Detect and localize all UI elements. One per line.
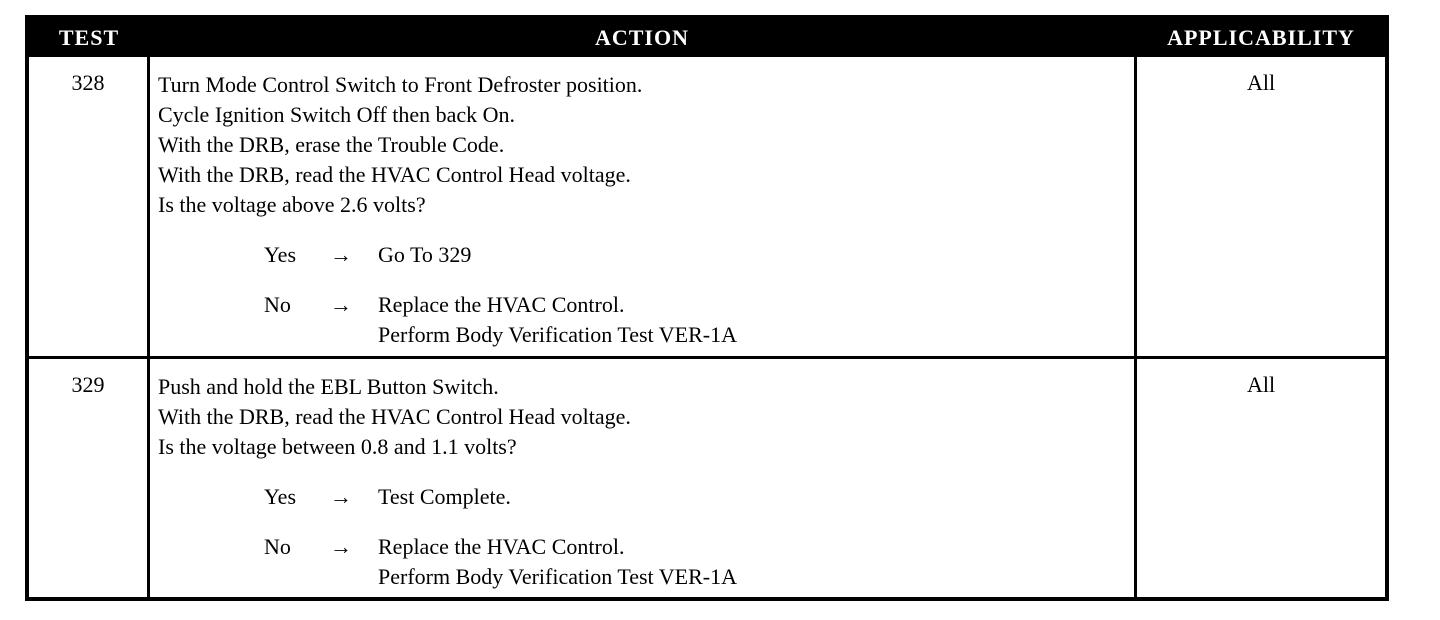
header-test: TEST — [58, 25, 120, 50]
no-label: No — [264, 534, 291, 559]
action-step: With the DRB, erase the Trouble Code. — [158, 132, 505, 157]
yes-result — [158, 482, 1118, 512]
no-outcome — [378, 290, 737, 350]
test-number: 329 — [71, 372, 105, 397]
no-label: No — [264, 292, 291, 317]
arrow-right-icon: → — [330, 292, 352, 317]
yes-outcome: Go To 329 — [378, 242, 472, 267]
applicability-cell: All — [1246, 372, 1276, 397]
action-step: Is the voltage between 0.8 and 1.1 volts? — [158, 434, 517, 459]
table-row-329 — [29, 359, 1385, 597]
arrow-right-icon: → — [330, 242, 352, 267]
no-result — [158, 290, 1118, 350]
yes-label: Yes — [264, 484, 297, 509]
action-step: With the DRB, read the HVAC Control Head voltage. — [158, 404, 631, 429]
no-outcome-line: Perform Body Verification Test VER-1A — [378, 322, 737, 347]
header-action: ACTION — [594, 25, 689, 50]
no-outcome-line: Perform Body Verification Test VER-1A — [378, 564, 737, 589]
arrow-right-icon: → — [330, 534, 352, 559]
action-step: Is the voltage above 2.6 volts? — [158, 192, 426, 217]
yes-result — [158, 240, 1118, 270]
action-step: Turn Mode Control Switch to Front Defroster position. — [158, 72, 643, 97]
header-applicability: APPLICABILITY — [1167, 25, 1355, 50]
table-header — [29, 19, 1385, 57]
action-step: Cycle Ignition Switch Off then back On. — [158, 102, 516, 127]
no-outcome — [378, 532, 737, 592]
action-cell — [158, 70, 1118, 350]
yes-label: Yes — [264, 242, 297, 267]
test-number: 328 — [71, 70, 105, 95]
no-outcome-line: Replace the HVAC Control. — [378, 534, 625, 559]
action-cell — [158, 372, 1118, 592]
no-result — [158, 532, 1118, 592]
table-row-328 — [29, 57, 1385, 356]
applicability-cell: All — [1246, 70, 1276, 95]
arrow-right-icon: → — [330, 484, 352, 509]
diagnostic-test-table — [25, 15, 1389, 601]
action-step: Push and hold the EBL Button Switch. — [158, 374, 499, 399]
no-outcome-line: Replace the HVAC Control. — [378, 292, 625, 317]
yes-outcome: Test Complete. — [378, 484, 511, 509]
action-step: With the DRB, read the HVAC Control Head voltage. — [158, 162, 631, 187]
